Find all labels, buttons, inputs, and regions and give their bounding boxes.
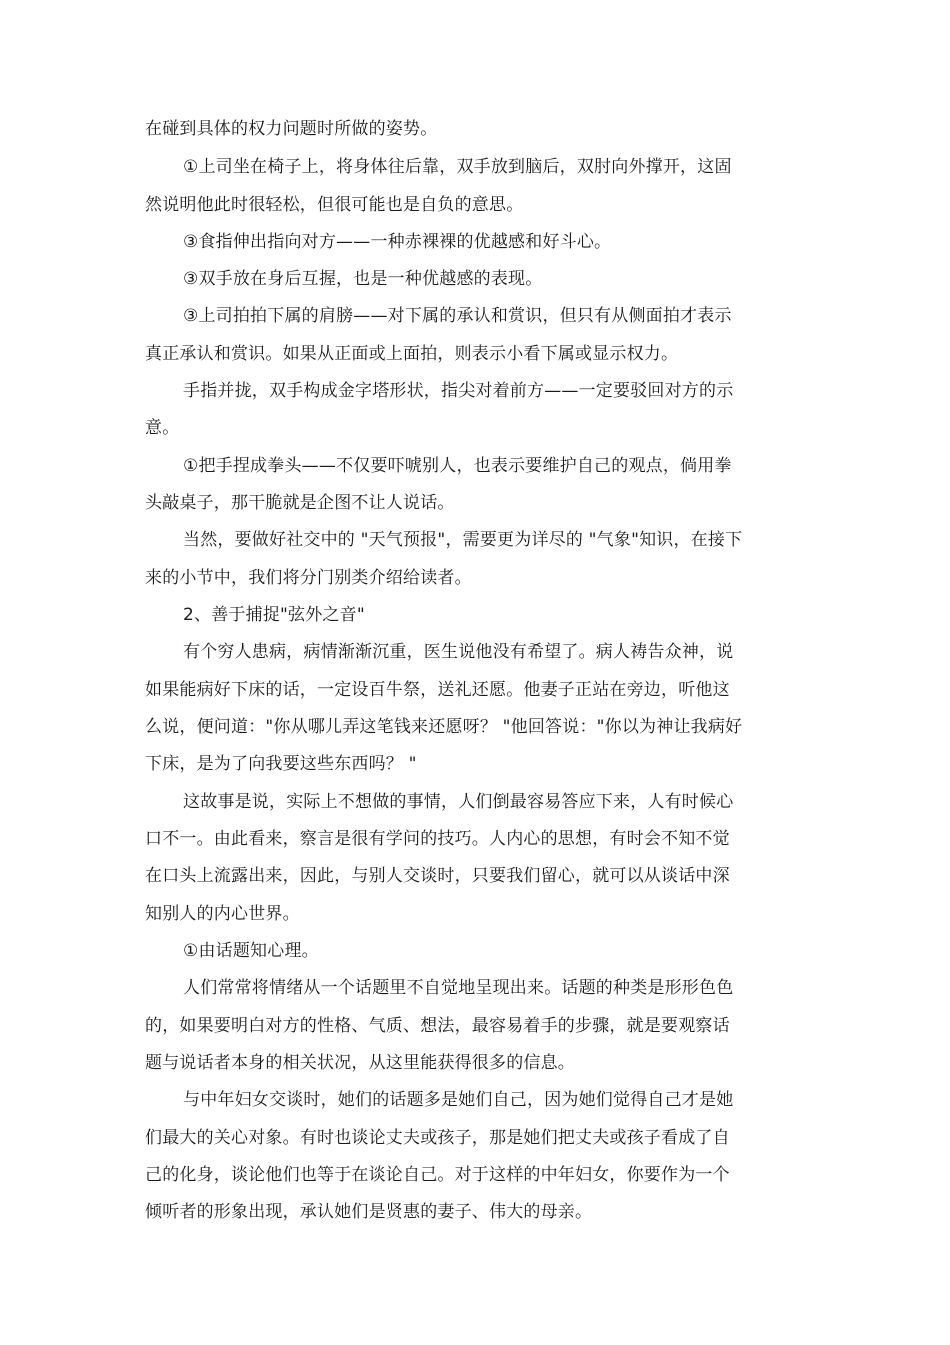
text-line: ③双手放在身后互握，也是一种优越感的表现。 <box>183 269 543 289</box>
text-line: ①由话题知心理。 <box>183 941 319 961</box>
text-line: 有个穷人患病，病情渐渐沉重，医生说他没有希望了。病人祷告众神，说 <box>183 642 734 662</box>
text-line: 来的小节中，我们将分门别类介绍给读者。 <box>145 568 472 588</box>
text-line: 这故事是说，实际上不想做的事情，人们倒最容易答应下来，人有时候心 <box>183 792 734 812</box>
text-line: 当然，要做好社交中的 "天气预报"，需要更为详尽的 "气象"知识，在接下 <box>183 530 743 550</box>
text-line: 手指并拢，双手构成金字塔形状，指尖对着前方——一定要驳回对方的示 <box>183 381 734 401</box>
text-line: 口不一。由此看来，察言是很有学问的技巧。人内心的思想，有时会不知不觉 <box>145 829 730 849</box>
text-line: ①把手捏成拳头——不仅要吓唬别人，也表示要维护自己的观点，倘用拳 <box>183 456 732 476</box>
text-line: 与中年妇女交谈时，她们的话题多是她们自己，因为她们觉得自己才是她 <box>183 1090 734 1110</box>
text-line: 头敲桌子，那干脆就是企图不让人说话。 <box>145 493 455 513</box>
text-line: 真正承认和赏识。如果从正面或上面拍，则表示小看下属或显示权力。 <box>145 344 679 364</box>
text-line: 在碰到具体的权力问题时所做的姿势。 <box>145 119 438 139</box>
text-line: 意。 <box>145 418 180 438</box>
text-line: 么说，便问道："你从哪儿弄这笔钱来还愿呀？ "他回答说："你以为神让我病好 <box>145 717 743 737</box>
text-line: 题与说话者本身的相关状况，从这里能获得很多的信息。 <box>145 1053 575 1073</box>
text-line: ①上司坐在椅子上，将身体往后靠，双手放到脑后，双肘向外撑开，这固 <box>183 157 732 177</box>
section-heading: 2、善于捕捉"弦外之音" <box>183 605 365 625</box>
text-line: 在口头上流露出来，因此，与别人交谈时，只要我们留心，就可以从谈话中深 <box>145 866 730 886</box>
text-line: ③上司拍拍下属的肩膀——对下属的承认和赏识，但只有从侧面拍才表示 <box>183 306 732 326</box>
text-line: 己的化身，谈论他们也等于在谈论自己。对于这样的中年妇女，你要作为一个 <box>145 1165 730 1185</box>
text-line: 人们常常将情绪从一个话题里不自觉地呈现出来。话题的种类是形形色色 <box>183 978 734 998</box>
text-line: 如果能病好下床的话，一定设百牛祭，送礼还愿。他妻子正站在旁边，听他这 <box>145 680 730 700</box>
text-line: 下床，是为了向我要这些东西吗？ " <box>145 754 417 774</box>
text-line: 然说明他此时很轻松，但很可能也是自负的意思。 <box>145 195 524 215</box>
text-line: 知别人的内心世界。 <box>145 904 300 924</box>
text-line: ③食指伸出指向对方——一种赤裸裸的优越感和好斗心。 <box>183 232 612 252</box>
text-line: 们最大的关心对象。有时也谈论丈夫或孩子，那是她们把丈夫或孩子看成了自 <box>145 1128 730 1148</box>
text-line: 的，如果要明白对方的性格、气质、想法，最容易着手的步骤，就是要观察话 <box>145 1016 730 1036</box>
text-line: 倾听者的形象出现，承认她们是贤惠的妻子、伟大的母亲。 <box>145 1202 593 1222</box>
